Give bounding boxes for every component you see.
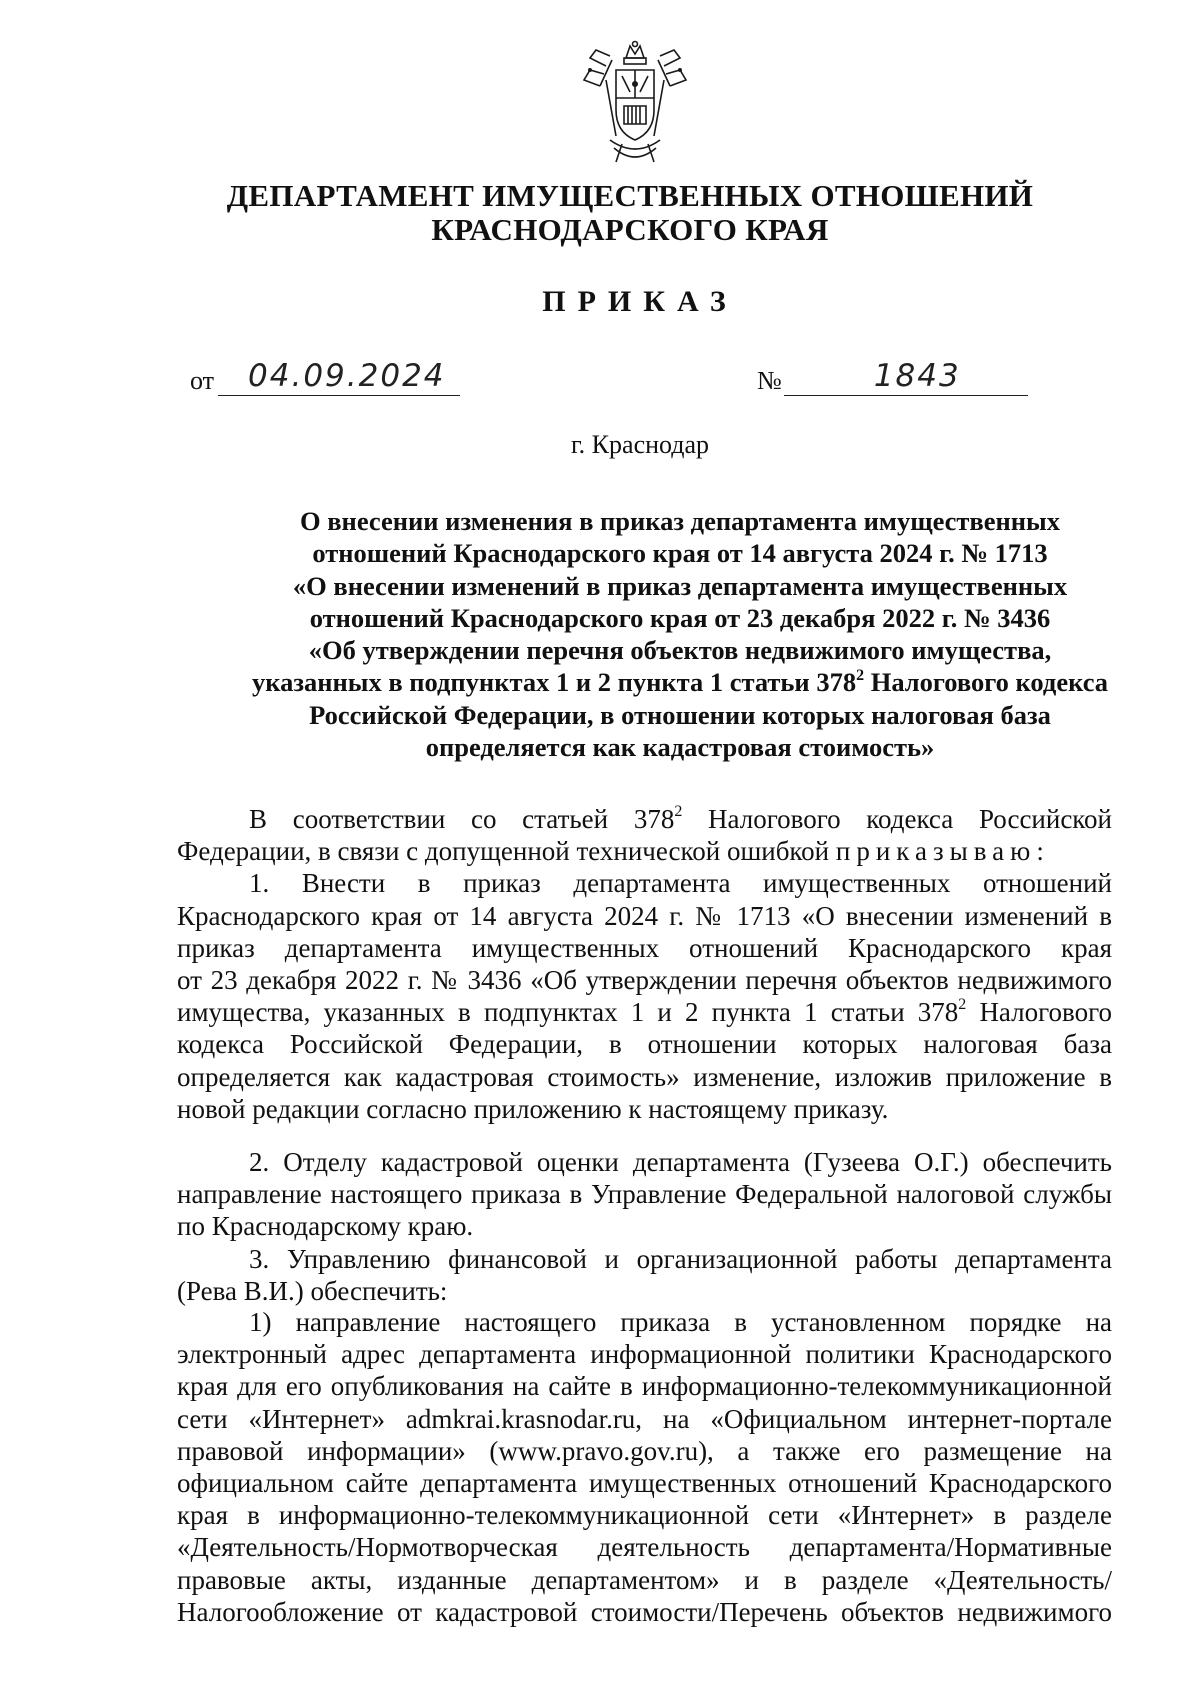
- number-label: №: [757, 366, 782, 395]
- title-line: «Об утверждении перечня объектов недвижимого имущества,: [308, 635, 1052, 666]
- title-line: Российской Федерации, в отношении которых налоговая база: [309, 699, 1051, 730]
- item3-sub1-line: официальном сайте департамента имущественных отношений Краснодарского: [177, 1468, 1112, 1499]
- item3-line: (Рева В.И.) обеспечить:: [177, 1276, 448, 1307]
- item3-sub1-line: сети «Интернет» admkrai.krasnodar.ru, на «Официальном интернет-портале: [177, 1403, 1112, 1434]
- preamble-line: В соответствии со статьей $378^2$ Налогового кодекса Российской: [249, 803, 1112, 834]
- org-name-line1: ДЕПАРТАМЕНТ ИМУЩЕСТВЕННЫХ ОТНОШЕНИЙ: [226, 178, 1034, 213]
- item1-line: кодекса Российской Федерации, в отношении которых налоговая база: [177, 1029, 1112, 1060]
- item1-line: новой редакции согласно приложению к настоящему приказу.: [177, 1093, 889, 1124]
- item2-line: 2. Отделу кадастровой оценки департамента (Гузеева О.Г.) обеспечить: [249, 1147, 1112, 1177]
- order-title: [220, 505, 1140, 763]
- title-line: О внесении изменения в приказ департамента имущественных: [300, 506, 1060, 536]
- item3-sub1-line: Налогообложение от кадастровой стоимости/Перечень объектов недвижимого: [177, 1596, 1112, 1627]
- title-line: отношений Краснодарского края от 23 декабря 2022 г. № 3436: [309, 602, 1051, 633]
- title-line: определяется как кадастровая стоимость»: [425, 732, 935, 763]
- title-line: указанных в подпунктах 1 и 2 пункта 1 статьи $378^2$ Налогового кодекса: [251, 666, 1109, 698]
- city-name: г. Краснодар: [570, 430, 710, 459]
- doc-type-heading: ПРИКАЗ: [542, 285, 738, 318]
- item1-line: приказ департамента имущественных отношений Краснодарского края: [177, 932, 1112, 963]
- date-handwritten-value: 04.09.2024: [218, 356, 460, 396]
- body-item3: [177, 1243, 1112, 1307]
- item1-line: имущества, указанных в подпунктах 1 и 2 пункта 1 статьи $378^2$ Налогового: [177, 996, 1112, 1028]
- body-item3-sub1: [177, 1306, 1112, 1628]
- number-handwritten-value: 1843: [784, 356, 1028, 396]
- item3-sub1-line: правовой информации» (www.pravo.gov.ru), а также его размещение на: [177, 1435, 1112, 1466]
- item2-line: направление настоящего приказа в Управление Федеральной налоговой службы: [177, 1179, 1112, 1210]
- krasnodar-coat-of-arms-icon: [576, 40, 694, 170]
- date-requisite: [190, 356, 460, 396]
- item1-line: 1. Внести в приказ департамента имущественных отношений: [249, 868, 1112, 899]
- item3-line: 3. Управлению финансовой и организационной работы департамента: [249, 1244, 1112, 1274]
- item3-sub1-line: края в информационно-телекоммуникационной сети «Интернет» в разделе: [177, 1500, 1112, 1531]
- org-name-line2: КРАСНОДАРСКОГО КРАЯ: [431, 212, 829, 247]
- preamble-line: Федерации, в связи с допущенной технической ошибкой приказываю:: [177, 836, 1050, 867]
- item1-line: от 23 декабря 2022 г. № 3436 «Об утверждении перечня объектов недвижимого: [177, 965, 1112, 996]
- date-label: от: [190, 366, 215, 395]
- item3-sub1-line: правовые акты, изданные департаментом» и в разделе «Деятельность/: [177, 1564, 1112, 1595]
- item2-line: по Краснодарскому краю.: [177, 1211, 474, 1242]
- item1-line: определяется как кадастровая стоимость» изменение, изложив приложение в: [177, 1061, 1112, 1092]
- item3-sub1-line: «Деятельность/Нормотворческая деятельность департамента/Нормативные: [177, 1532, 1112, 1563]
- item3-sub1-line: края для его опубликования на сайте в информационно-телекоммуникационной: [177, 1371, 1112, 1402]
- item3-sub1-line: 1) направление настоящего приказа в установленном порядке на: [249, 1307, 1112, 1337]
- title-line: «О внесении изменений в приказ департамента имущественных: [292, 570, 1068, 601]
- item1-line: Краснодарского края от 14 августа 2024 г. № 1713 «О внесении изменений в: [177, 900, 1112, 931]
- item3-sub1-line: электронный адрес департамента информационной политики Краснодарского: [177, 1339, 1112, 1370]
- title-line: отношений Краснодарского края от 14 августа 2024 г. № 1713: [312, 538, 1048, 569]
- number-requisite: [757, 356, 1028, 396]
- body-preamble-and-item1: [177, 803, 1112, 1125]
- body-item2: [177, 1146, 1112, 1243]
